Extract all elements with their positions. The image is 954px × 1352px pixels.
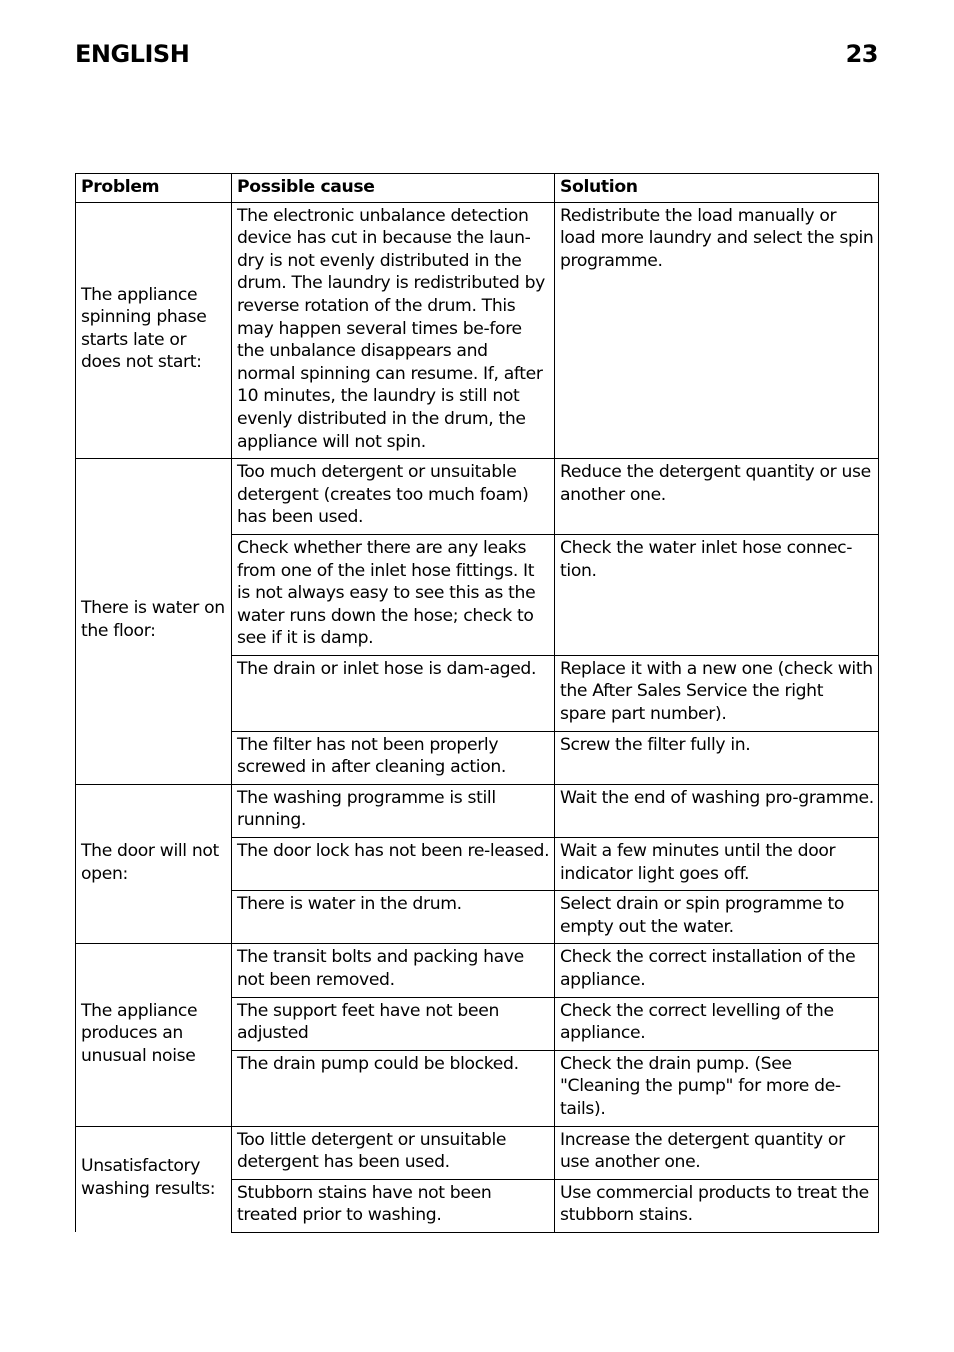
cause-cell: Too little detergent or unsuitable detergent has been used. (232, 1126, 555, 1179)
problem-cell: The appliance produces an unusual noise (76, 944, 232, 1126)
table-header-row (76, 174, 879, 203)
cause-cell: There is water in the drum. (232, 891, 555, 944)
solution-cell: Check the water inlet hose connec-tion. (555, 534, 879, 655)
cause-cell: The support feet have not been adjusted (232, 997, 555, 1050)
solution-cell: Select drain or spin programme to empty out the water. (555, 891, 879, 944)
solution-cell: Check the correct installation of the appliance. (555, 944, 879, 997)
solution-cell: Wait a few minutes until the door indicator light goes off. (555, 838, 879, 891)
section-language-header: ENGLISH (75, 40, 190, 68)
solution-cell: Check the drain pump. (See "Cleaning the pump" for more de-tails). (555, 1050, 879, 1126)
cause-cell: Stubborn stains have not been treated prior to washing. (232, 1179, 555, 1232)
column-header-problem: Problem (76, 174, 232, 203)
cause-cell: Check whether there are any leaks from one of the inlet hose fittings. It is not always easy to see this as the water runs down the hose; check to see if it is damp. (232, 534, 555, 655)
cause-cell: Too much detergent or unsuitable detergent (creates too much foam) has been used. (232, 459, 555, 535)
problem-cell: The door will not open: (76, 784, 232, 944)
table-row (76, 784, 879, 837)
table-row (76, 944, 879, 997)
solution-cell: Check the correct levelling of the appliance. (555, 997, 879, 1050)
problem-cell: There is water on the floor: (76, 459, 232, 785)
table-row (76, 1126, 879, 1179)
troubleshooting-table (75, 173, 879, 1233)
cause-cell: The drain or inlet hose is dam-aged. (232, 655, 555, 731)
page-number: 23 (845, 40, 878, 68)
cause-cell: The door lock has not been re-leased. (232, 838, 555, 891)
solution-cell: Increase the detergent quantity or use another one. (555, 1126, 879, 1179)
column-header-possible-cause: Possible cause (232, 174, 555, 203)
table-row (76, 202, 879, 459)
column-header-solution: Solution (555, 174, 879, 203)
problem-cell: Unsatisfactory washing results: (76, 1126, 232, 1232)
solution-cell: Reduce the detergent quantity or use another one. (555, 459, 879, 535)
cause-cell: The drain pump could be blocked. (232, 1050, 555, 1126)
cause-cell: The filter has not been properly screwed in after cleaning action. (232, 731, 555, 784)
cause-cell: The washing programme is still running. (232, 784, 555, 837)
solution-cell: Replace it with a new one (check with the After Sales Service the right spare part number). (555, 655, 879, 731)
table-row (76, 459, 879, 535)
solution-cell: Screw the filter fully in. (555, 731, 879, 784)
solution-cell: Redistribute the load manually or load more laundry and select the spin programme. (555, 202, 879, 459)
problem-cell: The appliance spinning phase starts late or does not start: (76, 202, 232, 459)
solution-cell: Wait the end of washing pro-gramme. (555, 784, 879, 837)
cause-cell: The transit bolts and packing have not been removed. (232, 944, 555, 997)
solution-cell: Use commercial products to treat the stubborn stains. (555, 1179, 879, 1232)
cause-cell: The electronic unbalance detection device has cut in because the laun-dry is not evenly distributed in the drum. The laundry is redistributed by reverse rotation of the drum. This may happen several times be-fore the unbalance disappears and normal spinning can resume. If, after 10 minutes, the laundry is still not evenly distributed in the drum, the appliance will not spin. (232, 202, 555, 459)
